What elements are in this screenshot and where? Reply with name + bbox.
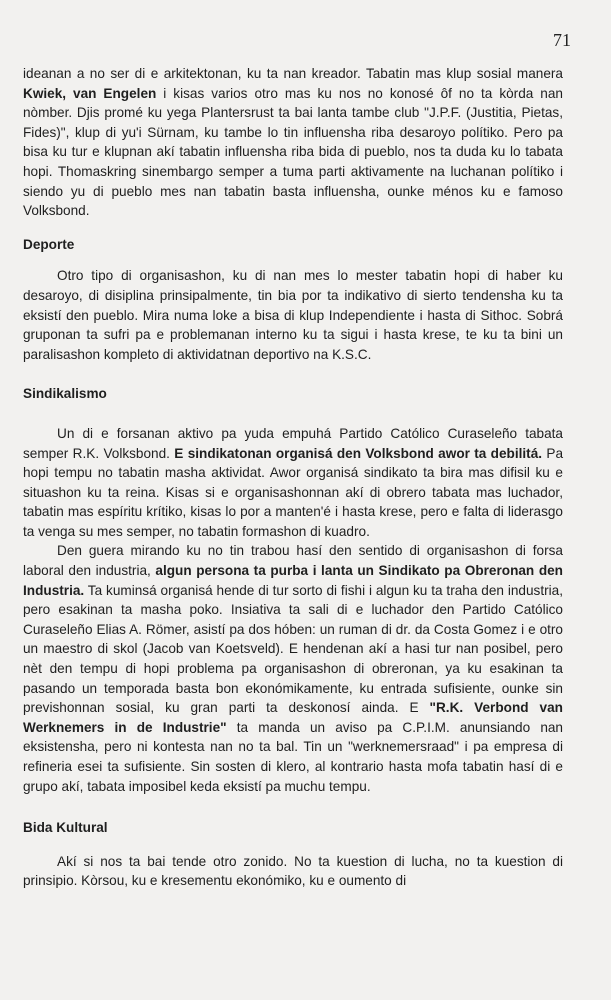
section-heading-sindikalismo: Sindikalismo (23, 386, 107, 402)
paragraph-text: ta manda un aviso pa C.P.I.M. anunsiando nan eksistensha, pero ni kontesta nan no ta bal. Tin un "werknemersraad" i pa empresa di refineria esei ta sufisiente. Sin sosten di klero, al kontrario hasta mofa tabatin hasí di e grupo akí, tabata imposibel keda eksistí pa muchu tempu. (23, 719, 563, 794)
page-body (23, 64, 563, 891)
bold-text: algun persona ta purba i lanta un Sindikato pa Obreronan den Industria. (23, 563, 563, 598)
paragraph-text: i kisas varios otro mas ku nos no konosé ôf no ta kòrda nan nòmber. Djis promé ku yega Plantersrust ta bai lanta tambe club "J.P.F. (Justitia, Pietas, Fides)", klup di yu'i Sürnam, ku tambe lo tin influensha riba desaroyo polítiko. Pero pa bisa ku tur e klupnan akí tabatin influensha riba bida di pueblo, nos ta duda ku lo tabata hopi. Thomaskring sinembargo semper a tuma parti aktivamente na luchanan polítiko i siendo yu di pueblo mes nan tabatin basta influensha, ounke ménos ku e famoso Volksbond. (23, 85, 563, 219)
section-heading-deporte: Deporte (23, 236, 75, 252)
paragraph-text: ideanan a no ser di e arkitektonan, ku ta nan kreador. Tabatin mas klup sosial manera (23, 66, 563, 81)
paragraph-text: Den guera mirando ku no tin trabou hasí den sentido di organisashon di forsa laboral den industria, (23, 543, 563, 579)
paragraph-deporte: Otro tipo di organisashon, ku di nan mes lo mester tabatin hopi di haber ku desaroyo, di disiplina prinsipalmente, tin bia por ta indikativo di sierto tendensha ku ta eksistí den pueblo. Mira numa loke a bisa di klup Independiente i hasta di Sithoc. Sobrá gruponan ta sufri pa e problemanan interno ku ta sigui i hasta krese, te ku ta bini un paralisashon kompleto di aktividatnan deportivo na K.S.C. (23, 268, 563, 362)
paragraph-industria (23, 541, 563, 796)
paragraph-volksbond (23, 424, 563, 542)
paragraph-kultural: Akí si nos ta bai tende otro zonido. No ta kuestion di lucha, no ta kuestion di prinsipio. Kòrsou, ku e kresementu ekonómiko, ku e oumento di (23, 853, 563, 889)
paragraph-text: Ta kuminsá organisá hende di tur sorto di fishi i algun ku ta traha den industria, pero esakinan ta masha poko. Insiativa ta sali di e luchador den Partido Católico Curaseleño Elias A. Römer, asistí pa dos hóben: un ruman di dr. da Costa Gomez i e otro un maestro di skol (Jacob van Koetsveld). E hendenan akí a hasi tur nan posibel, pero nèt den tempu di hopi problema pa organisashon di obreronan, ya ku esakinan ta pasando un temporada basta bon ekonómikamente, ku entrada sufisiente, ounke sin previshonnan sosial, ku gran parti ta deskonosí ainda. E (23, 582, 563, 716)
section-heading-bida-kultural: Bida Kultural (23, 820, 108, 836)
paragraph-text: Pa hopi tempu no tabatin masha aktividat. Awor organisá sindikato ta bira mas difisil ku e situashon ku ta reina. Kisas si e organisashonnan akí di obrero tabata mas luchador, tabatin mas espíritu krítiko, kisas lo por a manten'é i hasta krese, pero e falta di liderasgo ta venga su mes semper, no tabatin formashon di kuadro. (23, 445, 564, 539)
bold-text: E sindikatonan organisá den Volksbond awor ta debilitá. (174, 445, 543, 461)
bold-text: "R.K. Verbond van Werknemers in de Industrie" (23, 700, 563, 735)
page-number: 71 (553, 30, 571, 50)
paragraph-text: Un di e forsanan aktivo pa yuda empuhá Partido Católico Curaseleño tabata semper R.K. Volksbond. (23, 425, 563, 461)
bold-text: Kwiek, van Engelen (23, 85, 157, 101)
paragraph-clubs (23, 64, 563, 221)
